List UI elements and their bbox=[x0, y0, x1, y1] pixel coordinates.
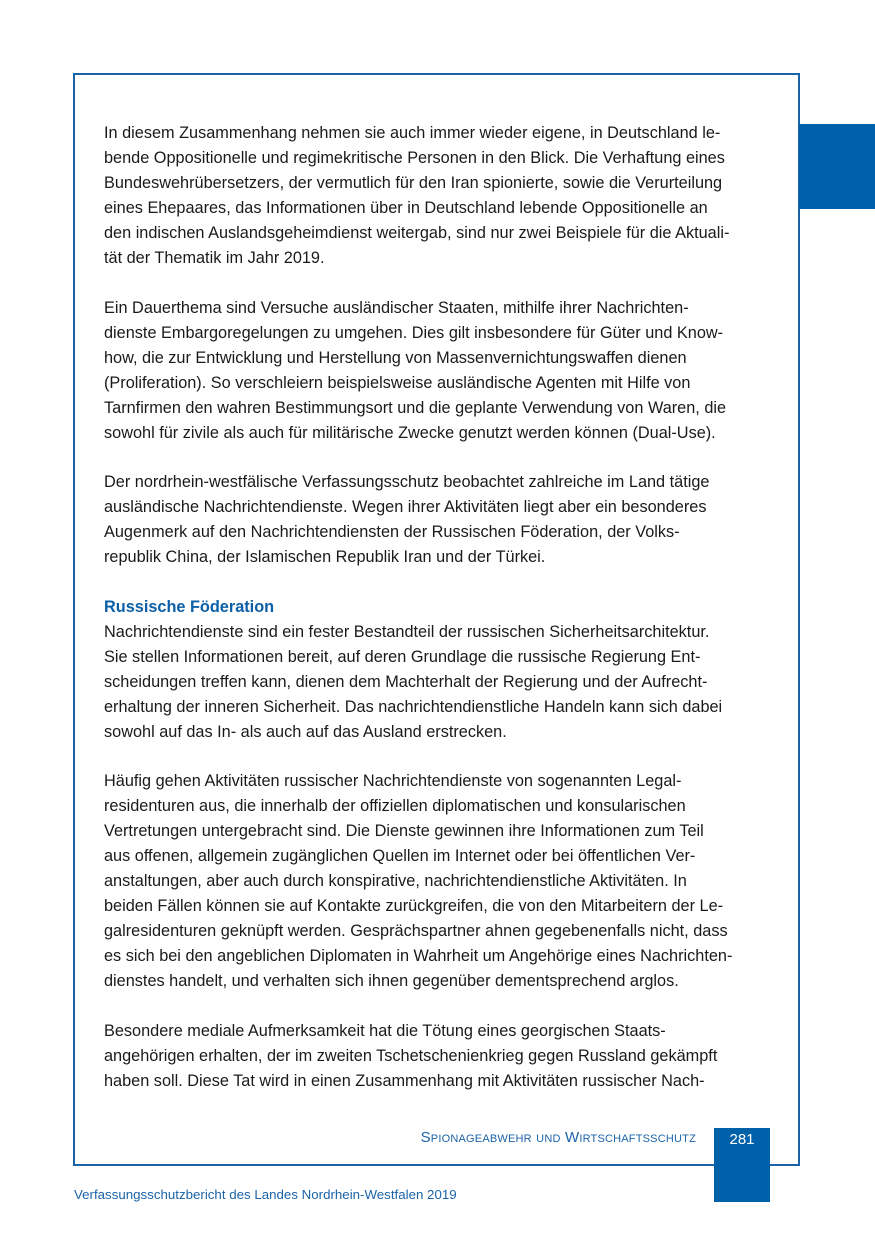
text-line: sowohl für zivile als auch für militärische Zwecke genutzt werden können (Dual-Use). bbox=[104, 423, 716, 442]
paragraph-4 bbox=[104, 595, 772, 745]
text-line: Der nordrhein-westfälische Verfassungsschutz beobachtet zahlreiche im Land tätige bbox=[104, 473, 710, 492]
text-line: ausländische Nachrichtendienste. Wegen ihrer Aktivitäten liegt aber ein besonderes bbox=[104, 498, 707, 517]
paragraph-6 bbox=[104, 1019, 772, 1094]
text-line: haben soll. Diese Tat wird in einen Zusammenhang mit Aktivitäten russischer Nach- bbox=[104, 1071, 705, 1090]
text-line: dienstes handelt, und verhalten sich ihnen gegenüber dementsprechend arglos. bbox=[104, 972, 679, 991]
text-line: how, die zur Entwicklung und Herstellung von Massenvernichtungswaffen dienen bbox=[104, 348, 687, 367]
text-line: den indischen Auslandsgeheimdienst weitergab, sind nur zwei Beispiele für die Aktuali- bbox=[104, 224, 730, 242]
text-line: galresidenturen geknüpft werden. Gesprächspartner ahnen gegebenenfalls nicht, dass bbox=[104, 922, 728, 941]
paragraph-1 bbox=[104, 121, 772, 271]
publication-caption: Verfassungsschutzbericht des Landes Nordrhein-Westfalen 2019 bbox=[74, 1187, 457, 1202]
paragraph-2 bbox=[104, 296, 772, 446]
running-footer-title: Spionageabwehr und Wirtschaftsschutz bbox=[420, 1129, 696, 1146]
text-line: republik China, der Islamischen Republik Iran und der Türkei. bbox=[104, 548, 546, 567]
text-line: aus offenen, allgemein zugänglichen Quellen im Internet oder bei öffentlichen Ver- bbox=[104, 847, 696, 866]
text-line: es sich bei den angeblichen Diplomaten in Wahrheit um Angehörige eines Nachrichten- bbox=[104, 947, 733, 966]
text-line: Bundeswehrübersetzers, der vermutlich für den Iran spionierte, sowie die Verurteilung bbox=[104, 174, 723, 192]
text-line: Sie stellen Informationen bereit, auf deren Grundlage die russische Regierung Ent- bbox=[104, 647, 701, 666]
paragraph-5 bbox=[104, 769, 772, 994]
text-line: angehörigen erhalten, der im zweiten Tschetschenienkrieg gegen Russland gekämpft bbox=[104, 1046, 718, 1065]
text-line: dienste Embargoregelungen zu umgehen. Dies gilt insbesondere für Güter und Know- bbox=[104, 323, 724, 342]
text-line: Ein Dauerthema sind Versuche ausländischer Staaten, mithilfe ihrer Nachrichten- bbox=[104, 298, 689, 317]
text-line: residenturen aus, die innerhalb der offiziellen diplomatischen und konsularischen bbox=[104, 797, 686, 816]
text-line: anstaltungen, aber auch durch konspirative, nachrichtendienstliche Aktivitäten. In bbox=[104, 872, 687, 891]
page-number: 281 bbox=[729, 1131, 755, 1148]
text-line: In diesem Zusammenhang nehmen sie auch immer wieder eigene, in Deutschland le- bbox=[104, 124, 721, 142]
text-line: scheidungen treffen kann, dienen dem Machterhalt der Regierung und der Aufrecht- bbox=[104, 672, 708, 691]
body-text bbox=[104, 121, 772, 1119]
paragraph-3 bbox=[104, 470, 772, 570]
text-line: eines Ehepaares, das Informationen über in Deutschland lebende Oppositionelle an bbox=[104, 199, 708, 217]
text-line: Häufig gehen Aktivitäten russischer Nachrichtendienste von sogenannten Legal- bbox=[104, 772, 682, 791]
text-line: tät der Thematik im Jahr 2019. bbox=[104, 249, 325, 267]
text-line: beiden Fällen können sie auf Kontakte zurückgreifen, die von den Mitarbeitern der Le- bbox=[104, 897, 724, 916]
text-line: Vertretungen untergebracht sind. Die Dienste gewinnen ihre Informationen zum Teil bbox=[104, 822, 704, 841]
chapter-tab-marker bbox=[799, 124, 875, 209]
text-line: bende Oppositionelle und regimekritische Personen in den Blick. Die Verhaftung eines bbox=[104, 149, 725, 167]
text-line: Augenmerk auf den Nachrichtendiensten der Russischen Föderation, der Volks- bbox=[104, 523, 680, 542]
text-line: Besondere mediale Aufmerksamkeit hat die Tötung eines georgischen Staats- bbox=[104, 1021, 666, 1040]
section-heading: Russische Föderation bbox=[104, 597, 275, 616]
text-line: erhaltung der inneren Sicherheit. Das nachrichtendienstliche Handeln kann sich dabei bbox=[104, 697, 723, 716]
text-line: Tarnfirmen den wahren Bestimmungsort und die geplante Verwendung von Waren, die bbox=[104, 398, 727, 417]
text-line: sowohl auf das In- als auch auf das Ausland erstrecken. bbox=[104, 722, 507, 741]
text-line: Nachrichtendienste sind ein fester Bestandteil der russischen Sicherheitsarchitektur. bbox=[104, 622, 710, 641]
page-number-box bbox=[714, 1128, 770, 1202]
text-line: (Proliferation). So verschleiern beispielsweise ausländische Agenten mit Hilfe von bbox=[104, 373, 691, 392]
